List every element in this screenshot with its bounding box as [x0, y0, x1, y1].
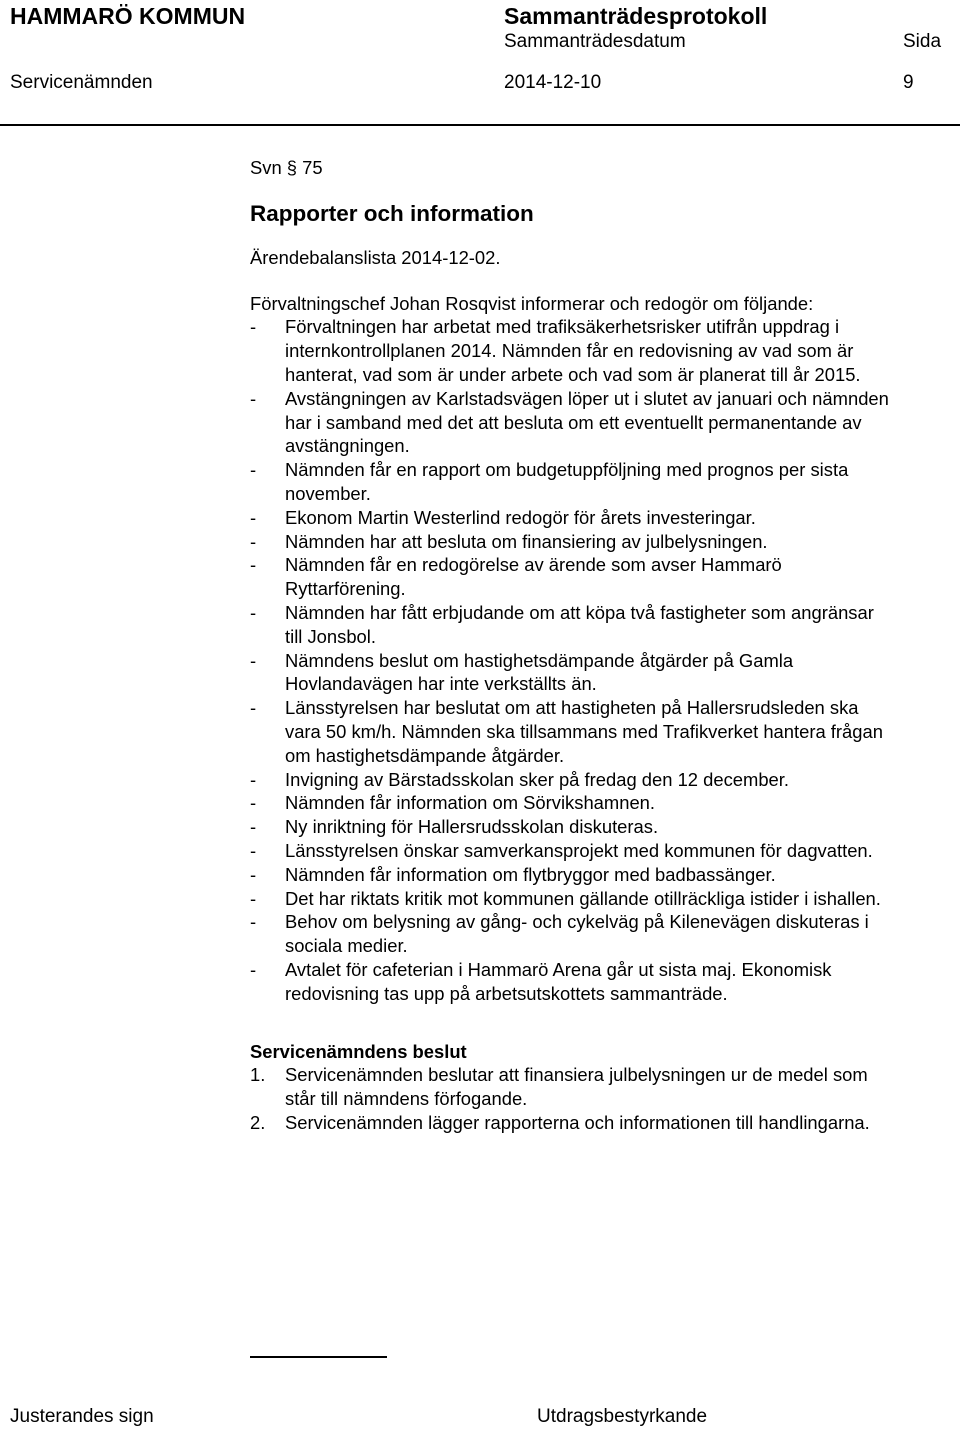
list-item-text: Servicenämnden beslutar att finansiera julbelysningen ur de medel som står till nämndens förfogande. [285, 1064, 868, 1110]
list-item [250, 696, 890, 767]
protocol-body [250, 156, 890, 1135]
list-marker: - [250, 649, 257, 671]
decision-item [250, 1063, 890, 1111]
list-item-text: Förvaltningen har arbetat med trafiksäkerhetsrisker utifrån uppdrag i internkontrollplanen 2014. Nämnden får en redovisning av vad som är hanterat, vad som är under arbete och vad som är planerat till år 2015. [285, 316, 861, 385]
list-item [250, 863, 890, 887]
list-item [250, 315, 890, 386]
list-marker: - [250, 863, 257, 885]
list-marker: 1. [250, 1064, 266, 1086]
list-marker: - [250, 792, 257, 814]
decision-item [250, 1111, 890, 1135]
list-marker: - [250, 816, 257, 838]
list-item-text: Nämnden har att besluta om finansiering av julbelysningen. [285, 530, 768, 552]
list-item-text: Länsstyrelsen har beslutat om att hastigheten på Hallersrudsleden ska vara 50 km/h. Nämnden ska tillsammans med Trafikverket hantera frågan om hastighetsdämpande åtgärder. [285, 697, 883, 766]
list-item-text: Nämnden får en rapport om budgetuppföljning med prognos per sista november. [285, 459, 849, 504]
section-title: Rapporter och information [250, 200, 534, 226]
signature-label: Justerandes sign [10, 1406, 154, 1427]
list-item [250, 387, 890, 458]
list-item [250, 815, 890, 839]
information-list [250, 315, 890, 1005]
list-item [250, 839, 890, 863]
decision-list [250, 1063, 890, 1134]
list-marker: - [250, 768, 257, 790]
meeting-date: 2014-12-10 [504, 72, 602, 93]
list-marker: - [250, 459, 257, 481]
list-item-text: Ny inriktning för Hallersrudsskolan diskuteras. [285, 816, 659, 838]
decision-heading: Servicenämndens beslut [250, 1040, 467, 1062]
list-item [250, 601, 890, 649]
list-marker: - [250, 506, 257, 528]
list-item [250, 958, 890, 1006]
page-label: Sida [903, 31, 942, 52]
list-item [250, 910, 890, 958]
list-item [250, 506, 890, 530]
list-item [250, 553, 890, 601]
list-item-text: Nämnden får information om Sörvikshamnen. [285, 792, 656, 814]
list-item-text: Avstängningen av Karlstadsvägen löper ut i slutet av januari och nämnden har i samband med det att besluta om ett eventuellt permanentande av avstängningen. [285, 387, 889, 457]
list-item-text: Länsstyrelsen önskar samverkansprojekt med kommunen för dagvatten. [285, 839, 873, 861]
list-item [250, 649, 890, 697]
list-item-text: Avtalet för cafeterian i Hammarö Arena går ut sista maj. Ekonomisk redovisning tas upp på arbetsutskottets sammanträde. [285, 958, 832, 1004]
list-item [250, 887, 890, 911]
list-marker: - [250, 601, 257, 623]
list-item-text: Ekonom Martin Westerlind redogör för årets investeringar. [285, 506, 756, 528]
intro-text: Förvaltningschef Johan Rosqvist informerar och redogör om följande: [250, 292, 814, 314]
certification-label: Utdragsbestyrkande [537, 1406, 708, 1427]
committee-name: Servicenämnden [10, 72, 153, 93]
list-marker: - [250, 530, 257, 552]
list-item [250, 530, 890, 554]
list-item-text: Det har riktats kritik mot kommunen gällande otillräckliga istider i ishallen. [285, 887, 881, 909]
list-marker: - [250, 958, 257, 980]
list-marker: - [250, 697, 257, 719]
signature-line [250, 1356, 387, 1358]
list-item [250, 768, 890, 792]
list-item-text: Behov om belysning av gång- och cykelväg på Kilenevägen diskuteras i sociala medier. [285, 911, 869, 957]
list-marker: - [250, 316, 257, 338]
date-label: Sammanträdesdatum [504, 31, 686, 52]
case-number: Svn § 75 [250, 157, 323, 178]
list-item-text: Servicenämnden lägger rapporterna och informationen till handlingarna. [285, 1111, 870, 1133]
list-reference: Ärendebalanslista 2014-12-02. [250, 246, 501, 268]
list-marker: - [250, 387, 257, 409]
list-item-text: Nämnden får en redogörelse av ärende som avser Hammarö Ryttarförening. [285, 554, 782, 600]
list-item [250, 458, 890, 506]
list-marker: - [250, 839, 257, 861]
list-item-text: Invigning av Bärstadsskolan sker på fredag den 12 december. [285, 768, 790, 790]
organization-name: HAMMARÖ KOMMUN [10, 3, 246, 29]
list-item [250, 791, 890, 815]
document-type: Sammanträdesprotokoll [504, 3, 768, 29]
list-marker: - [250, 911, 257, 933]
list-item-text: Nämndens beslut om hastighetsdämpande åtgärder på Gamla Hovlandavägen har inte verkställts än. [285, 649, 794, 695]
list-item-text: Nämnden får information om flytbryggor med badbassänger. [285, 863, 776, 885]
header-divider [0, 124, 960, 126]
page-number: 9 [903, 72, 914, 93]
list-item-text: Nämnden har fått erbjudande om att köpa två fastigheter som angränsar till Jonsbol. [285, 601, 874, 647]
list-marker: 2. [250, 1111, 266, 1133]
list-marker: - [250, 887, 257, 909]
list-marker: - [250, 554, 257, 576]
